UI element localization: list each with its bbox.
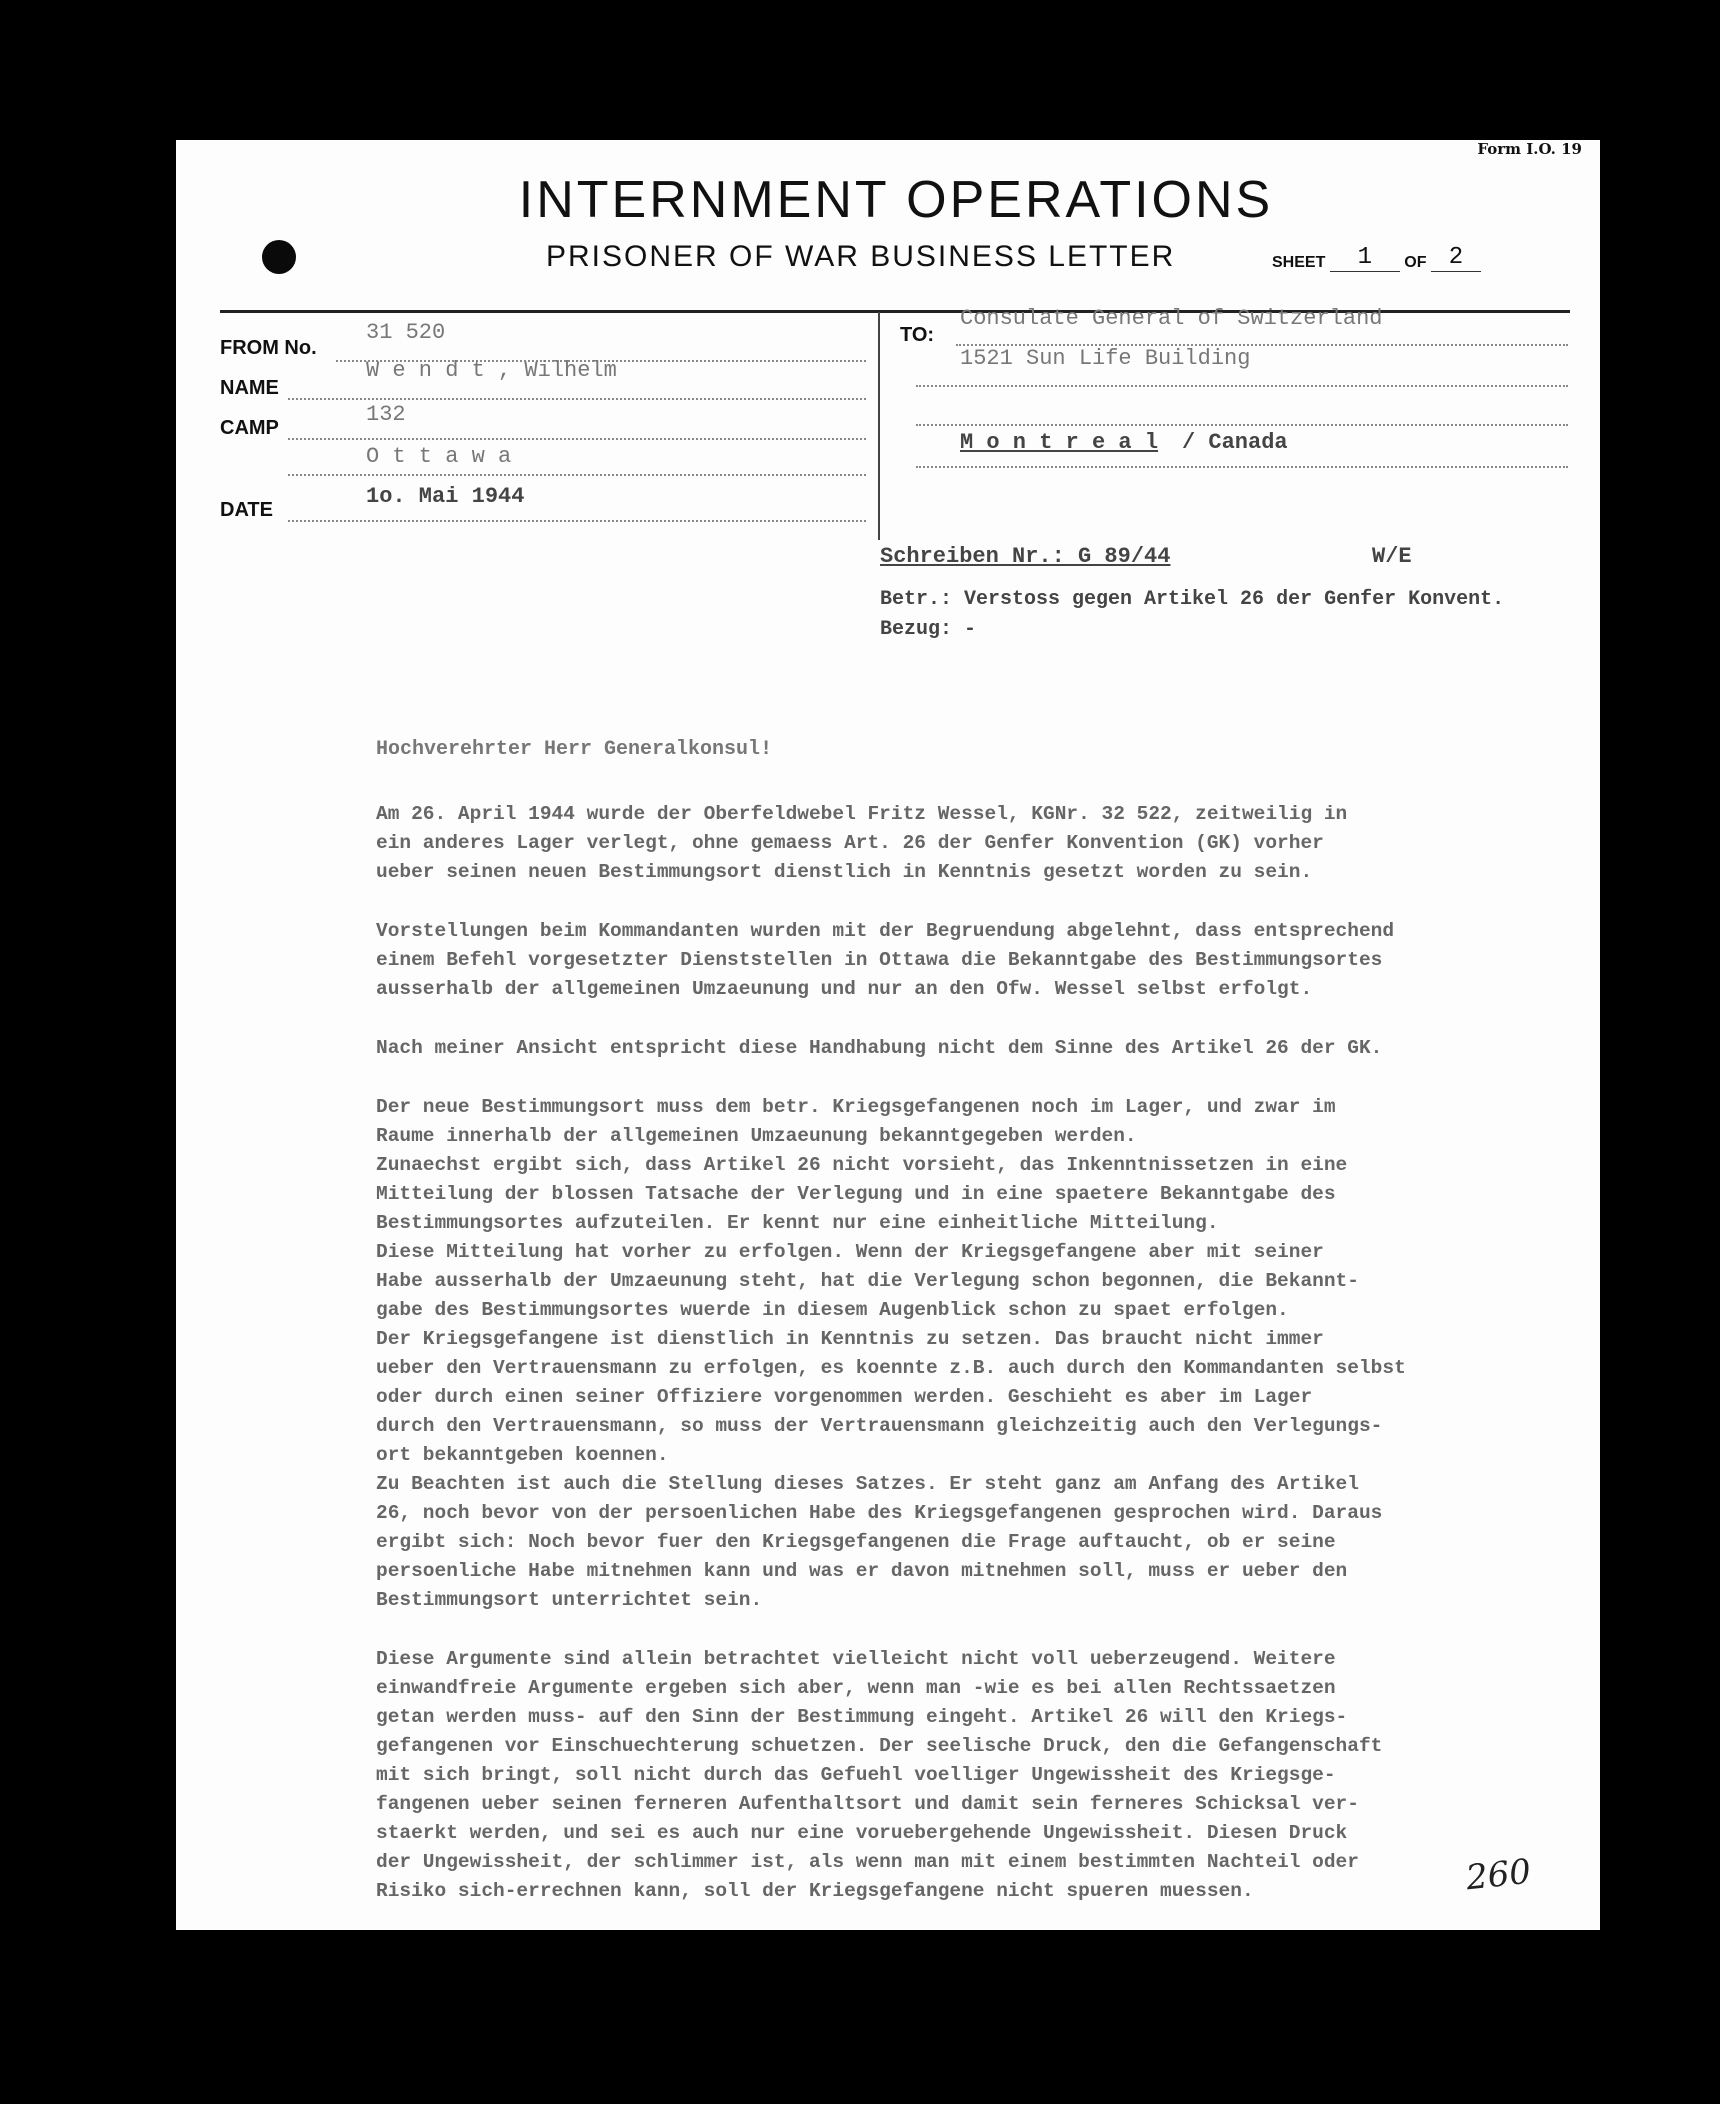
body-line: Diese Mitteilung hat vorher zu erfolgen. Wenn der Kriegsgefangene aber mit seiner [376, 1241, 1324, 1263]
body-line: ausserhalb der allgemeinen Umzaeunung und nur an den Ofw. Wessel selbst erfolgt. [376, 978, 1313, 1000]
body-line: ueber den Vertrauensmann zu erfolgen, es koennte z.B. auch durch den Kommandanten selbst [376, 1357, 1406, 1379]
handwritten-page-number: 260 [1464, 1851, 1533, 1899]
body-line: Zu Beachten ist auch die Stellung dieses Satzes. Er steht ganz am Anfang des Artikel [376, 1473, 1359, 1495]
column-divider [878, 312, 880, 540]
recipient-line-2: 1521 Sun Life Building [960, 346, 1251, 371]
paragraph-4 [376, 1093, 1586, 1615]
body-line: mit sich bringt, soll nicht durch das Gefuehl voelliger Ungewissheit des Kriegsge- [376, 1764, 1336, 1786]
body-line: ein anderes Lager verlegt, ohne gemaess Art. 26 der Genfer Konvention (GK) vorher [376, 832, 1324, 854]
body-line: Nach meiner Ansicht entspricht diese Handhabung nicht dem Sinne des Artikel 26 der GK. [376, 1037, 1383, 1059]
body-line: Raume innerhalb der allgemeinen Umzaeunung bekanntgegeben werden. [376, 1125, 1137, 1147]
body-line: gabe des Bestimmungsortes wuerde in diesem Augenblick schon zu spaet erfolgen. [376, 1299, 1289, 1321]
body-line: ergibt sich: Noch bevor fuer den Kriegsgefangenen die Frage auftaucht, ob er seine [376, 1531, 1336, 1553]
to-label: TO: [900, 324, 935, 346]
sheet-label: SHEET [1272, 254, 1326, 271]
body-line: ueber seinen neuen Bestimmungsort dienstlich in Kenntnis gesetzt worden zu sein. [376, 861, 1313, 883]
punch-hole [262, 240, 296, 274]
recipient-line-1: Consulate General of Switzerland [960, 306, 1383, 331]
body-line: Habe ausserhalb der Umzaeunung steht, hat die Verlegung schon begonnen, die Bekannt- [376, 1270, 1359, 1292]
recipient-country: / Canada [1182, 430, 1288, 455]
letter-sheet [176, 140, 1600, 1930]
body-line: Bestimmungsortes aufzuteilen. Er kennt nur eine einheitliche Mitteilung. [376, 1212, 1219, 1234]
camp-location: O t t a w a [366, 444, 512, 469]
date-value: 1o. Mai 1944 [366, 484, 525, 509]
sheet-total: 2 [1431, 244, 1481, 272]
body-line: Vorstellungen beim Kommandanten wurden mit der Begruendung abgelehnt, dass entsprechend [376, 920, 1395, 942]
sheet-number: 1 [1330, 244, 1400, 272]
body-line: einwandfreie Argumente ergeben sich aber, wenn man -wie es bei allen Rechtssaetzen [376, 1677, 1336, 1699]
paragraph-3 [376, 1034, 1586, 1063]
name-line [288, 398, 866, 400]
body-line: einem Befehl vorgesetzter Dienststellen in Ottawa die Bekanntgabe des Bestimmungsortes [376, 949, 1383, 971]
of-label: OF [1404, 254, 1427, 271]
body-line: staerkt werden, und sei es auch nur eine voruebergehende Ungewissheit. Diesen Druck [376, 1822, 1348, 1844]
body-line: 26, noch bevor von der persoenlichen Habe des Kriegsgefangenen gesprochen wird. Daraus [376, 1502, 1383, 1524]
body-line: Bestimmungsort unterrichtet sein. [376, 1589, 763, 1611]
letter-body [376, 800, 1586, 1906]
body-line: gefangenen vor Einschuechterung schuetzen. Der seelische Druck, den die Gefangenschaft [376, 1735, 1383, 1757]
body-line: fangenen ueber seinen ferneren Aufenthaltsort und damit sein ferneres Schicksal ver- [376, 1793, 1359, 1815]
form-number: Form I.O. 19 [1477, 140, 1582, 158]
reference-line: Bezug: - [880, 618, 977, 641]
name-label: NAME [220, 377, 279, 399]
body-line: getan werden muss- auf den Sinn der Bestimmung eingeht. Artikel 26 will den Kriegs- [376, 1706, 1348, 1728]
body-line: Der Kriegsgefangene ist dienstlich in Kenntnis zu setzen. Das braucht nicht immer [376, 1328, 1324, 1350]
paragraph-2 [376, 917, 1586, 1004]
body-line: oder durch einen seiner Offiziere vorgenommen werden. Geschieht es aber im Lager [376, 1386, 1313, 1408]
name-value: W e n d t , Wilhelm [366, 358, 617, 383]
body-line: Zunaechst ergibt sich, dass Artikel 26 nicht vorsieht, das Inkenntnissetzen in eine [376, 1154, 1348, 1176]
body-line: ort bekanntgeben koennen. [376, 1444, 669, 1466]
paragraph-5 [376, 1645, 1586, 1906]
form-title: INTERNMENT OPERATIONS [518, 171, 1274, 229]
body-line: durch den Vertrauensmann, so muss der Vertrauensmann gleichzeitig auch den Verlegungs- [376, 1415, 1383, 1437]
camp-line [288, 438, 866, 440]
sheet-counter [1272, 244, 1481, 276]
paragraph-1 [376, 800, 1586, 887]
camp-label: CAMP [220, 417, 279, 439]
to-line-4 [916, 466, 1568, 468]
body-line: persoenliche Habe mitnehmen kann und was er davon mitnehmen soll, muss er ueber den [376, 1560, 1348, 1582]
date-line [288, 520, 866, 522]
date-label: DATE [220, 499, 273, 521]
from-label: FROM No. [220, 337, 317, 359]
from-number: 31 520 [366, 320, 446, 345]
body-line: Diese Argumente sind allein betrachtet vielleicht nicht voll ueberzeugend. Weitere [376, 1648, 1336, 1670]
camp-location-line [288, 474, 866, 476]
reference-initials: W/E [1372, 544, 1412, 569]
salutation: Hochverehrter Herr Generalkonsul! [376, 738, 773, 761]
subject-line: Betr.: Verstoss gegen Artikel 26 der Genfer Konvent. [880, 588, 1505, 611]
camp-value: 132 [366, 402, 406, 427]
letter-reference: Schreiben Nr.: G 89/44 [880, 544, 1171, 569]
recipient-city: M o n t r e a l [960, 430, 1159, 455]
form-subtitle: PRISONER OF WAR BUSINESS LETTER [546, 240, 1176, 273]
body-line: Der neue Bestimmungsort muss dem betr. Kriegsgefangenen noch im Lager, und zwar im [376, 1096, 1336, 1118]
body-line: Risiko sich-errechnen kann, soll der Kriegsgefangene nicht spueren muessen. [376, 1880, 1254, 1902]
body-line: der Ungewissheit, der schlimmer ist, als wenn man mit einem bestimmten Nachteil oder [376, 1851, 1359, 1873]
to-line-3 [916, 424, 1568, 426]
to-line-2 [916, 385, 1568, 387]
body-line: Am 26. April 1944 wurde der Oberfeldwebel Fritz Wessel, KGNr. 32 522, zeitweilig in [376, 803, 1348, 825]
body-line: Mitteilung der blossen Tatsache der Verlegung und in eine spaetere Bekanntgabe des [376, 1183, 1336, 1205]
